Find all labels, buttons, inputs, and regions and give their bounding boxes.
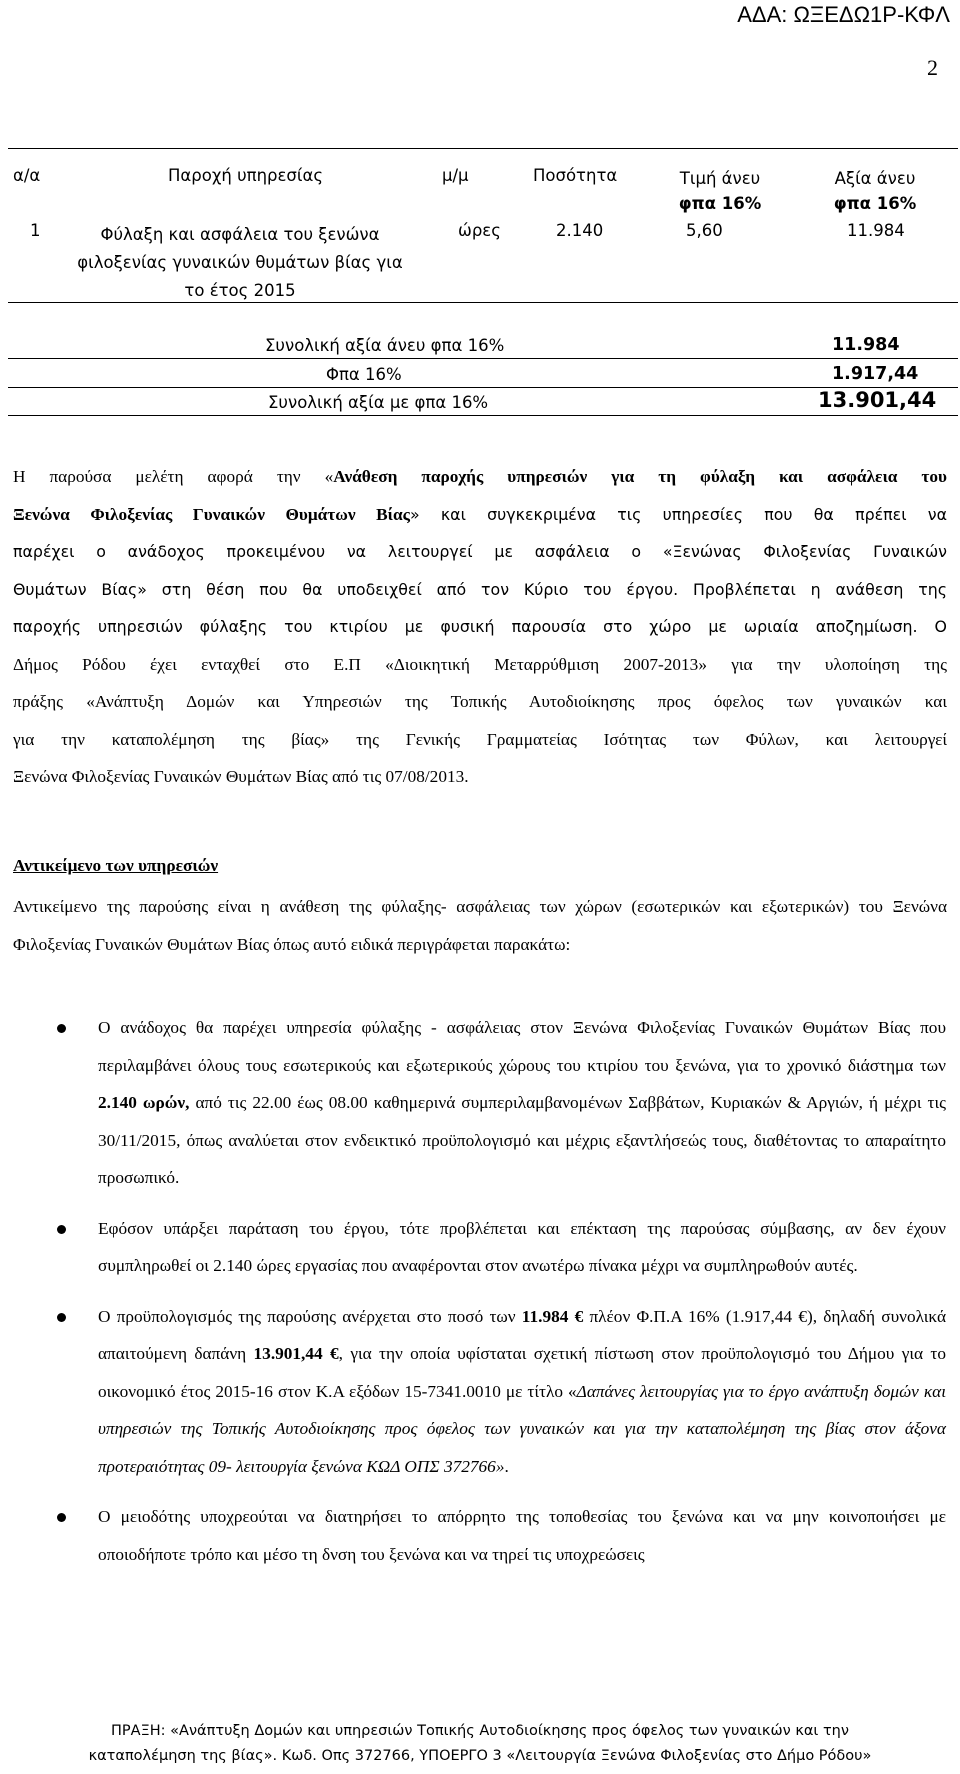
bullet-bold: 13.901,44 €	[253, 1344, 339, 1363]
col-header-value	[800, 166, 950, 216]
section-intro: Αντικείμενο της παρούσης είναι η ανάθεση της φύλαξης- ασφάλειας των χώρων (εσωτερικών και εξωτερικών) του Ξενώνα Φιλοξενίας Γυναικών Θυμάτων Βίας όπως αυτό ειδικά περιγράφεται παρακάτω:	[13, 897, 947, 954]
col-header-quantity: Ποσότητα	[533, 166, 618, 185]
intro-line: παροχής υπηρεσιών φύλαξης του κτιρίου με φυσική παρουσία στο χώρο με ωριαία αποζημίωση. Ο	[13, 617, 947, 636]
footer-line: ΠΡΑΞΗ: «Ανάπτυξη Δομών και υπηρεσιών Τοπικής Αυτοδιοίκησης προς όφελος των γυναικών και την	[111, 1723, 849, 1739]
row-quantity: 2.140	[556, 221, 604, 240]
intro-text: Η παρούσα μελέτη αφορά την «	[13, 467, 334, 486]
totals-bottom-border	[8, 415, 958, 416]
col-header-service: Παροχή υπηρεσίας	[168, 166, 324, 185]
bullet-icon	[57, 1513, 66, 1522]
col-header-aa: α/α	[13, 166, 41, 185]
bullet-text: από τις 22.00 έως 08.00 καθημερινά συμπεριλαμβανομένων Σαββάτων, Κυριακών & Αργιών, ή μέχρι τις 30/11/2015, όπως αναλύεται στον ενδεικτικό προϋπολογισμό και μέχρις εξαντλήσεώς τους, διαθέτοντας το απαραίτητο προσωπικό.	[98, 1093, 946, 1187]
row-value: 11.984	[847, 221, 905, 240]
bullet-italic: Δαπάνες λειτουργίας για το έργο ανάπτυξη δομών και υπηρεσιών της Τοπικής Αυτοδιοίκησης προς όφελος των γυναικών και για την καταπολέμηση της βίας στον άξονα προτεραιότητας 09- λειτουργία ξενώνα ΚΩΔ ΟΠΣ 372766»	[98, 1381, 947, 1476]
row-service-line: Φύλαξη και ασφάλεια του ξενώνα	[100, 225, 380, 244]
list-item	[40, 1298, 946, 1486]
bullet-text: Ο μειοδότης υποχρεούται να διατηρήσει το απόρρητο της τοποθεσίας του ξενώνα και να μην κοινοποιήσει με οποιοδήποτε τρόπο και μέσο τη δνση του ξενώνα και να τηρεί τις υποχρεώσεις	[98, 1507, 946, 1564]
intro-line: Θυμάτων Βίας» στη θέση που θα υποδειχθεί από τον Κύριο του έργου. Προβλέπεται η ανάθεση της	[13, 579, 947, 599]
bullet-list	[40, 1009, 946, 1586]
bullet-icon	[57, 1225, 66, 1234]
document-code: ΑΔΑ: ΩΞΕΔΩ1Ρ-ΚΦΛ	[737, 2, 950, 27]
intro-bold: Ανάθεση παροχής υπηρεσιών για τη φύλαξη και ασφάλεια του	[333, 467, 947, 486]
total-net-value: 11.984	[832, 335, 900, 355]
bullet-icon	[57, 1024, 66, 1033]
intro-bold: Ξενώνα Φιλοξενίας Γυναικών Θυμάτων Βίας	[13, 504, 410, 524]
total-gross-label: Συνολική αξία με φπα 16%	[268, 393, 489, 412]
footer-line: καταπολέμηση της βίας». Κωδ. Οπς 372766, ΥΠΟΕΡΓΟ 3 «Λειτουργία Ξενώνα Φιλοξενίας στο Δήμο Ρόδου»	[88, 1748, 872, 1764]
intro-line: πράξης «Ανάπτυξη Δομών και Υπηρεσιών της Τοπικής Αυτοδιοίκησης προς όφελος των γυναικών και	[13, 692, 947, 711]
bullet-text: πλέον Φ.Π.Α 16% (1.917,44 €), δηλαδή συνολικά απαιτούμενη δαπάνη	[98, 1306, 947, 1363]
col-header-unit: μ/μ	[442, 166, 469, 185]
intro-line: Δήμος Ρόδου έχει ενταχθεί στο Ε.Π «Διοικητική Μεταρρύθμιση 2007-2013» για την υλοποίηση της	[13, 654, 947, 674]
page-number: 2	[927, 55, 938, 80]
total-gross-value: 13.901,44	[818, 388, 937, 412]
totals-divider	[8, 358, 958, 359]
list-item	[40, 1498, 946, 1573]
col-header-value-line1: Αξία άνευ	[834, 169, 916, 188]
list-item	[40, 1210, 946, 1285]
col-header-price-line2: φπα 16%	[678, 194, 762, 213]
vat-label: Φπα 16%	[326, 365, 402, 384]
row-unit: ώρες	[458, 221, 501, 240]
row-service	[40, 221, 440, 305]
vat-value: 1.917,44	[832, 364, 919, 384]
row-service-line: φιλοξενίας γυναικών θυμάτων βίας για	[77, 253, 403, 272]
row-service-line: το έτος 2015	[184, 281, 296, 300]
row-price: 5,60	[686, 221, 723, 240]
table-body-border	[8, 302, 958, 303]
bullet-text: Εφόσον υπάρξει παράταση του έργου, τότε προβλέπεται και επέκταση της παρούσας σύμβασης, αν δεν έχουν συμπληρωθεί οι 2.140 ώρες εργασίας που αναφέρονται στον ανωτέρω πίνακα μέχρι να συμπληρωθούν αυτές.	[98, 1218, 946, 1275]
col-header-value-line2: φπα 16%	[833, 194, 917, 213]
intro-line: Ξενώνα Φιλοξενίας Γυναικών Θυμάτων Βίας από τις 07/08/2013.	[13, 767, 469, 786]
bullet-bold: 2.140 ωρών,	[98, 1093, 190, 1112]
totals-divider	[8, 387, 958, 388]
intro-paragraph	[13, 458, 947, 796]
bullet-text: .	[504, 1456, 509, 1476]
row-aa: 1	[30, 221, 41, 240]
intro-line: για την καταπολέμηση της βίας» της Γενικής Γραμματείας Ισότητας των Φύλων, και λειτουργεί	[13, 729, 947, 749]
bullet-icon	[57, 1313, 66, 1322]
bullet-text: Ο ανάδοχος θα παρέχει υπηρεσία φύλαξης - ασφάλειας στον Ξενώνα Φιλοξενίας Γυναικών Θυμάτων Βίας που περιλαμβάνει όλους τους εσωτερικούς και εξωτερικούς χώρους του κτιρίου του ξενώνα, για το χρονικό διάστημα των	[98, 1018, 946, 1075]
intro-text: » και συγκεκριμένα τις υπηρεσίες που θα πρέπει να	[409, 504, 948, 524]
table-top-border	[8, 148, 958, 149]
footer	[0, 1719, 960, 1769]
intro-line: παρέχει ο ανάδοχος προκειμένου να λειτουργεί με ασφάλεια ο «Ξενώνας Φιλοξενίας Γυναικών	[13, 542, 947, 561]
list-item	[40, 1009, 946, 1197]
bullet-bold: 11.984 €	[521, 1306, 584, 1326]
col-header-price	[640, 166, 800, 216]
section-title: Αντικείμενο των υπηρεσιών	[13, 856, 219, 875]
total-net-label: Συνολική αξία άνευ φπα 16%	[265, 336, 505, 355]
col-header-price-line1: Τιμή άνευ	[679, 169, 761, 188]
bullet-text: Ο προϋπολογισμός της παρούσης ανέρχεται στο ποσό των	[98, 1306, 522, 1326]
bullet-text: , για την οποία υφίσταται σχετική πίστωση στον προϋπολογισμό του Δήμου για το οικονομικό έτος 2015-16 στον Κ.Α εξόδων 15-7341.0010 με τίτλο «	[98, 1344, 946, 1401]
